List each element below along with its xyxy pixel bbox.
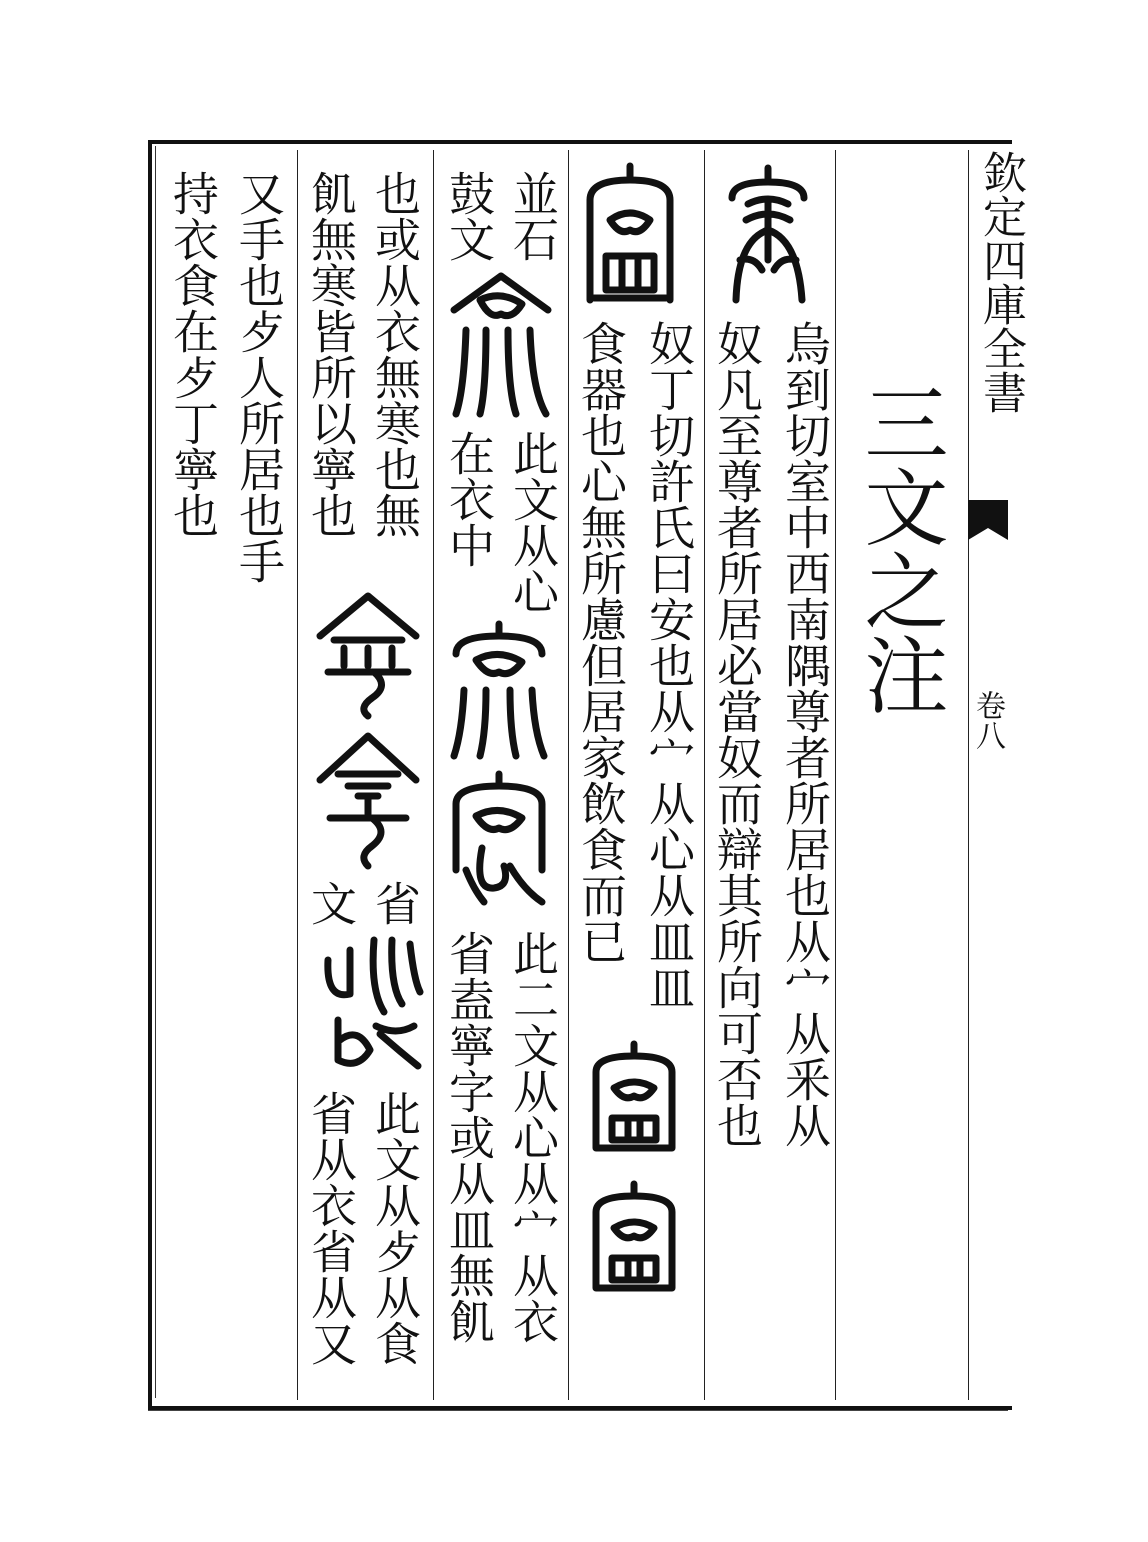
- seal-ao-glyph: [718, 160, 818, 310]
- seal-ning-glyph-6: [444, 770, 554, 910]
- seal-ning-glyph-3: [584, 1180, 684, 1295]
- text-column: 又手也歺人所居也手: [232, 170, 286, 584]
- seal-ning-glyph-8: [310, 730, 426, 870]
- seal-ning-glyph-4: [446, 270, 556, 420]
- text-column: 此文从歺从食: [368, 1090, 422, 1366]
- juan-number: 卷八: [970, 690, 1005, 750]
- seal-ning-glyph-1: [580, 160, 680, 310]
- text-column: 此二文从心从宀从衣: [506, 930, 560, 1344]
- column-rule: [704, 150, 705, 1400]
- text-column: 文: [304, 880, 358, 926]
- seal-ning-glyph-9: [310, 930, 426, 1070]
- text-column: 此文从心: [506, 430, 560, 614]
- text-column: 奴丁切許氏曰安也从宀从心从皿皿: [642, 320, 696, 1010]
- text-column: 烏到切室中西南隅尊者所居也从宀从釆从: [778, 320, 832, 1148]
- text-column: 並石: [506, 170, 560, 262]
- text-column: 飢無寒皆所以寧也: [304, 170, 358, 538]
- section-heading: 三文之注: [851, 380, 949, 716]
- column-rule: [568, 150, 569, 1400]
- seal-ning-glyph-7: [310, 590, 426, 720]
- text-column: 在衣中: [442, 430, 496, 568]
- column-rule: [297, 150, 298, 1400]
- text-column: 也或从衣無寒也無: [368, 170, 422, 538]
- book-title: 欽定四庫全書: [975, 150, 1026, 414]
- text-column: 省: [368, 880, 422, 926]
- text-column: 省盍寧字或从皿無飢: [442, 930, 496, 1344]
- column-rule: [835, 150, 836, 1400]
- text-column: 持衣食在歺丁寧也: [166, 170, 220, 538]
- text-column: 奴凡至尊者所居必當奴而辯其所向可否也: [710, 320, 764, 1148]
- column-rule: [433, 150, 434, 1400]
- seal-ning-glyph-2: [584, 1040, 684, 1155]
- column-rule: [968, 150, 969, 1400]
- frame-inner-line: [155, 146, 156, 1398]
- fishtail-mark: [968, 500, 1008, 560]
- text-column: 食器也心無所慮但居家飲食而已: [574, 320, 628, 964]
- frame-bottom-line: [148, 1410, 1008, 1411]
- text-column: 鼓文: [442, 170, 496, 262]
- seal-ning-glyph-5: [444, 620, 554, 760]
- text-column: 省从衣省从又: [304, 1090, 358, 1366]
